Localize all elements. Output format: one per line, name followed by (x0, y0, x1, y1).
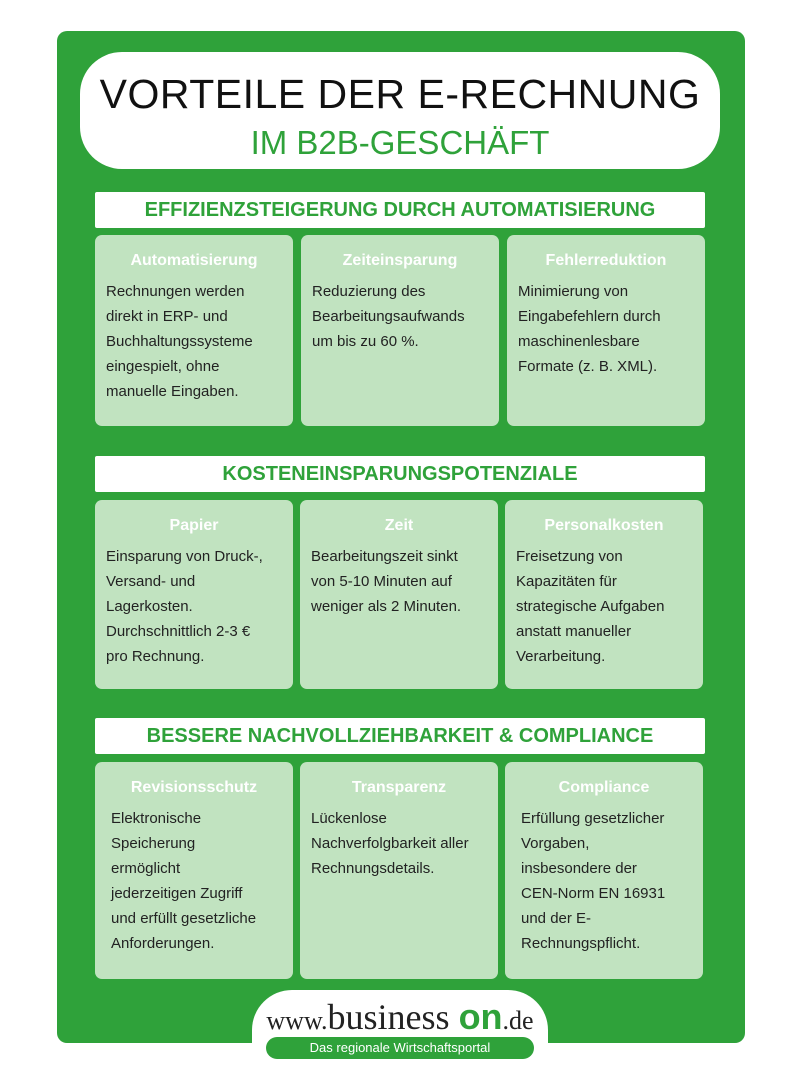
card-line: CEN-Norm EN 16931 (521, 885, 666, 902)
card-line: Reduzierung des (312, 283, 426, 300)
card-line: Formate (z. B. XML). (518, 358, 658, 375)
card-line: jederzeitigen Zugriff (111, 885, 243, 902)
card-line: pro Rechnung. (106, 648, 205, 665)
card-line: Bearbeitungsaufwands (312, 308, 465, 325)
logo-on: on (458, 996, 503, 1037)
card-line: Buchhaltungssysteme (106, 333, 253, 350)
card-line: strategische Aufgaben (516, 598, 665, 615)
card-line: Versand- und (106, 573, 196, 590)
card-line: und erfüllt gesetzliche (111, 910, 257, 927)
section-heading-compliance: BESSERE NACHVOLLZIEHBARKEIT & COMPLIANCE (95, 718, 705, 754)
card-body (312, 279, 491, 354)
card-line: Speicherung (111, 835, 196, 852)
logo-suffix: .de (502, 1006, 534, 1035)
card-line: Kapazitäten für (516, 573, 617, 590)
card-line: Freisetzung von (516, 548, 623, 565)
card-line: Nachverfolgbarkeit aller (311, 835, 469, 852)
card-line: eingespielt, ohne (106, 358, 220, 375)
card-line: Anforderungen. (111, 935, 215, 952)
card-line: Erfüllung gesetzlicher (521, 810, 665, 827)
card-line: Rechnungsdetails. (311, 860, 435, 877)
card-revisionsschutz (95, 762, 293, 979)
card-body (106, 544, 285, 669)
card-body (518, 279, 697, 379)
card-title: Transparenz (351, 779, 447, 796)
card-title: Personalkosten (544, 517, 664, 534)
card-fehlerreduktion (507, 235, 705, 426)
card-body (516, 544, 695, 669)
card-line: Durchschnittlich 2-3 € (106, 623, 251, 640)
card-title: Papier (169, 517, 219, 534)
card-line: Bearbeitungszeit sinkt (311, 548, 458, 565)
card-line: Rechnungspflicht. (521, 935, 641, 952)
page-subtitle: IM B2B-GESCHÄFT (250, 124, 550, 161)
card-line: Lückenlose (311, 810, 387, 827)
businesson-logo[interactable] (252, 990, 548, 1066)
card-title: Compliance (558, 779, 650, 796)
card-line: ermöglicht (111, 860, 181, 877)
card-line: direkt in ERP- und (106, 308, 228, 325)
card-zeiteinsparung (301, 235, 499, 426)
card-line: insbesondere der (521, 860, 637, 877)
card-line: Lagerkosten. (106, 598, 193, 615)
card-line: Minimierung von (518, 283, 629, 300)
card-body (311, 806, 490, 881)
card-body (521, 806, 695, 956)
card-line: Elektronische (111, 810, 202, 827)
card-line: um bis zu 60 %. (312, 333, 419, 350)
card-title: Zeit (384, 517, 414, 534)
page-title: VORTEILE DER E-RECHNUNG (99, 71, 701, 117)
card-papier (95, 500, 293, 689)
card-line: weniger als 2 Minuten. (311, 598, 462, 615)
section-heading-efficiency: EFFIZIENZSTEIGERUNG DURCH AUTOMATISIERUNG (95, 192, 705, 228)
logo-main: business (327, 997, 459, 1037)
card-body (106, 279, 285, 404)
card-line: maschinenlesbare (518, 333, 640, 350)
card-title: Revisionsschutz (130, 779, 258, 796)
card-title: Fehlerreduktion (545, 252, 667, 269)
logo-tagline: Das regionale Wirtschaftsportal (266, 1037, 534, 1059)
card-line: Einsparung von Druck-, (106, 548, 263, 565)
card-line: Verarbeitung. (516, 648, 606, 665)
card-compliance (505, 762, 703, 979)
card-line: Eingabefehlern durch (518, 308, 661, 325)
card-body (311, 544, 490, 619)
logo-prefix: www. (266, 1006, 328, 1035)
card-line: von 5-10 Minuten auf (311, 573, 452, 590)
card-line: manuelle Eingaben. (106, 383, 239, 400)
card-line: Vorgaben, (521, 835, 590, 852)
card-body (111, 806, 285, 956)
card-line: und der E- (521, 910, 592, 927)
card-personalkosten (505, 500, 703, 689)
card-title: Zeiteinsparung (342, 252, 458, 269)
title-box (80, 52, 720, 169)
section-heading-costs: KOSTENEINSPARUNGSPOTENZIALE (95, 456, 705, 492)
card-transparenz (300, 762, 498, 979)
logo-wordmark (252, 996, 548, 1038)
card-line: Rechnungen werden (106, 283, 245, 300)
card-line: anstatt manueller (516, 623, 632, 640)
card-zeit (300, 500, 498, 689)
card-automatisierung (95, 235, 293, 426)
card-title: Automatisierung (130, 252, 258, 269)
